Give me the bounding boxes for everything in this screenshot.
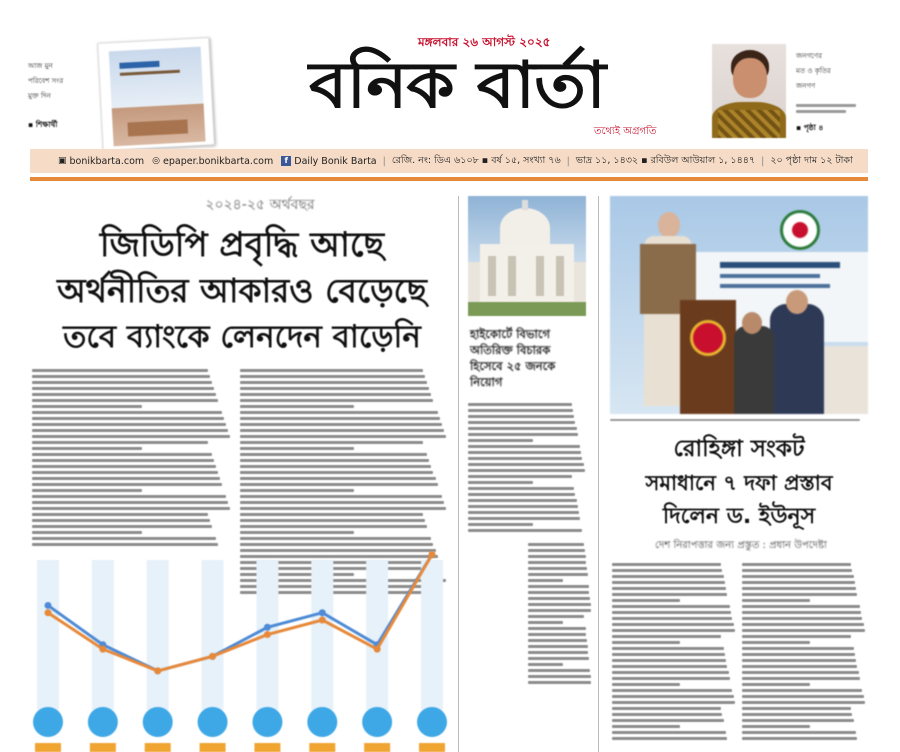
body-text-line <box>468 463 584 466</box>
chart-point <box>264 624 271 631</box>
body-text-line <box>612 611 731 614</box>
chart-category-tile <box>200 743 226 752</box>
body-text-line <box>468 505 578 508</box>
hijri-date: ভাদ্র ১১, ১৪৩২ ▪ রবিউল আউয়াল ১, ১৪৪৭ <box>575 154 756 166</box>
body-text-line <box>612 605 730 608</box>
chart-value-bubble <box>307 707 337 737</box>
left-teaser[interactable] <box>28 60 98 132</box>
tagline: তথ্যেই অগ্রগতি <box>594 126 657 137</box>
body-text-line <box>742 665 857 668</box>
body-text-line <box>240 477 436 480</box>
column-divider <box>598 196 599 752</box>
lead-body-col-1 <box>32 366 232 549</box>
chart-category-tile <box>254 743 280 752</box>
chart-point <box>264 631 271 638</box>
body-text-line <box>612 725 680 728</box>
photo-headline-line-1: রোহিঙ্গা সংকট <box>673 436 805 462</box>
newspaper-logo[interactable]: বনিক বার্তা <box>309 49 605 123</box>
body-text-line <box>32 471 218 474</box>
side-story-body-2 <box>528 540 592 687</box>
body-text-line <box>32 531 142 534</box>
body-text-line <box>612 575 724 578</box>
body-text-line <box>32 423 226 426</box>
right-teaser-line-2: মত ও কৃতির <box>796 67 831 75</box>
body-text-line <box>32 501 228 504</box>
body-text-line <box>742 593 857 596</box>
body-text-line <box>240 525 427 528</box>
body-text-line <box>528 651 588 654</box>
chart-value-bubble <box>143 707 173 737</box>
body-text-line <box>528 669 590 672</box>
body-text-line <box>612 629 735 632</box>
body-text-line <box>240 405 354 408</box>
body-text-line <box>240 507 446 510</box>
body-text-line <box>612 689 732 692</box>
body-text-line <box>32 513 208 516</box>
body-text-line <box>240 447 354 450</box>
body-text-line <box>528 645 588 648</box>
body-text-line <box>742 611 861 614</box>
body-text-line <box>612 719 724 722</box>
body-text-line <box>742 635 851 638</box>
photo-headline-line-2: সমাধানে ৭ দফা প্রস্তাব <box>645 471 833 495</box>
body-text-line <box>612 617 732 620</box>
body-text-line <box>612 647 724 650</box>
chart-value-bubble <box>33 707 63 737</box>
body-text-line <box>612 695 734 698</box>
body-text-line <box>528 681 591 684</box>
body-text-line <box>528 621 563 624</box>
price-info: ২০ পৃষ্ঠা দাম ১২ টাকা <box>770 154 853 166</box>
issue-date: মঙ্গলবার ২৬ আগস্ট ২০২৫ <box>418 35 551 49</box>
right-teaser-line-3: জনগণ <box>796 82 816 90</box>
epaper-icon: ◎ <box>152 156 160 166</box>
body-text-line <box>32 405 142 408</box>
body-text-line <box>468 469 585 472</box>
chart-category-tile <box>309 743 335 752</box>
body-text-line <box>32 435 230 438</box>
body-text-line <box>240 483 438 486</box>
body-text-line <box>468 421 575 424</box>
lead-chart <box>20 540 456 752</box>
body-text-line <box>240 429 444 432</box>
body-text-line <box>32 483 222 486</box>
body-text-line <box>32 507 230 510</box>
chart-value-bubble <box>417 707 447 737</box>
body-text-line <box>528 639 587 642</box>
body-text-line <box>742 587 856 590</box>
body-text-line <box>468 433 578 436</box>
chart-column-bg <box>92 560 114 710</box>
body-text-line <box>468 403 572 406</box>
masthead <box>0 0 900 150</box>
facebook-icon: f <box>281 156 291 166</box>
chart-point <box>99 646 106 653</box>
body-text-line <box>742 695 864 698</box>
body-text-line <box>612 581 725 584</box>
body-text-line <box>32 495 226 498</box>
registration-info: রেজি. নং: ডিএ ৬১০৮ ▪ বর্ষ ১৫, সংখ্যা ৭৬ <box>391 154 561 166</box>
chart-category-tile <box>35 743 61 752</box>
body-text-line <box>32 519 210 522</box>
web-icon: ▣ <box>58 156 67 166</box>
left-teaser-line-3: মুক্ত দিন <box>28 92 51 100</box>
left-teaser-line-1: আজ মুন <box>28 62 53 70</box>
body-text-line <box>528 663 563 666</box>
chart-point <box>429 551 436 558</box>
body-text-line <box>240 375 425 378</box>
right-teaser-portrait[interactable] <box>712 44 786 138</box>
body-text-line <box>32 441 208 444</box>
photo-story-image[interactable] <box>610 196 868 414</box>
chart-value-bubble <box>88 707 118 737</box>
body-text-line <box>32 465 216 468</box>
lead-headline-line-1: জিডিপি প্রবৃদ্ধি আছে <box>99 225 385 265</box>
body-text-line <box>240 441 423 444</box>
chart-column-bg <box>311 560 333 710</box>
chart-point <box>319 617 326 624</box>
body-text-line <box>528 597 590 600</box>
body-text-line <box>742 605 860 608</box>
body-text-line <box>742 599 810 602</box>
body-text-line <box>32 477 220 480</box>
body-text-line <box>528 561 586 564</box>
body-text-line <box>240 531 354 534</box>
body-text-line <box>32 381 212 384</box>
body-text-line <box>32 489 142 492</box>
body-text-line <box>742 671 859 674</box>
website-link[interactable]: bonikbarta.com <box>69 155 145 167</box>
body-text-line <box>240 435 446 438</box>
chart-column-bg <box>421 560 443 710</box>
body-text-line <box>612 737 727 740</box>
body-text-line <box>742 683 810 686</box>
right-teaser-line-1: জনগণের <box>796 52 822 60</box>
body-text-line <box>742 719 854 722</box>
body-text-line <box>528 675 591 678</box>
body-text-line <box>240 459 429 462</box>
left-teaser-line-2: পরিবেশ সংর <box>28 77 64 85</box>
body-text-line <box>468 409 573 412</box>
chart-column-bg <box>202 560 224 710</box>
body-text-line <box>528 627 586 630</box>
body-text-line <box>612 599 680 602</box>
body-text-line <box>742 569 852 572</box>
body-text-line <box>612 665 727 668</box>
body-text-line <box>240 489 354 492</box>
body-text-line <box>468 439 533 442</box>
chart-point <box>45 602 52 609</box>
body-text-line <box>240 465 431 468</box>
body-text-line <box>612 569 722 572</box>
body-text-line <box>742 647 854 650</box>
body-text-line <box>528 573 588 576</box>
body-text-line <box>32 411 222 414</box>
body-text-line <box>468 523 533 526</box>
body-text-line <box>742 713 852 716</box>
chart-category-tile <box>419 743 445 752</box>
chart-column-bg <box>37 560 59 710</box>
body-text-line <box>612 677 730 680</box>
body-text-line <box>612 707 721 710</box>
body-text-line <box>528 603 591 606</box>
body-text-line <box>32 387 214 390</box>
chart-point <box>374 646 381 653</box>
body-text-line <box>612 563 721 566</box>
body-text-line <box>528 585 589 588</box>
body-text-line <box>612 731 726 734</box>
body-text-line <box>742 641 810 644</box>
body-text-line <box>528 555 586 558</box>
photo-story-subhead: দেশ নিরাপত্তার জন্য প্রস্তুত : প্রধান উপদেষ্টা <box>655 540 827 551</box>
photo-story-body-col-1 <box>612 560 736 743</box>
body-text-line <box>240 387 429 390</box>
left-teaser-image[interactable] <box>97 37 214 151</box>
body-text-line <box>612 635 721 638</box>
side-story-body <box>468 400 586 535</box>
chart-point <box>319 609 326 616</box>
body-text-line <box>240 399 433 402</box>
chart-column-bg <box>147 560 169 710</box>
info-bar-rule <box>30 177 868 181</box>
body-text-line <box>612 701 735 704</box>
body-text-line <box>240 381 427 384</box>
body-text-line <box>240 411 438 414</box>
body-text-line <box>528 543 584 546</box>
lead-headline-line-2: অর্থনীতির আকারও বেড়েছে <box>57 271 427 310</box>
chart-value-bubble <box>252 707 282 737</box>
side-story-photo[interactable] <box>468 196 586 316</box>
body-text-line <box>468 481 533 484</box>
body-text-line <box>742 617 862 620</box>
divider: | <box>382 155 386 167</box>
body-text-line <box>468 499 577 502</box>
column-divider <box>458 196 459 752</box>
photo-story-headline[interactable] <box>606 432 872 534</box>
info-bar <box>30 149 868 173</box>
body-text-line <box>32 525 212 528</box>
body-text-line <box>742 689 862 692</box>
chart-category-tile <box>145 743 171 752</box>
body-text-line <box>32 399 218 402</box>
photo-headline-line-3: দিলেন ড. ইউনূস <box>662 504 816 529</box>
body-text-line <box>240 513 423 516</box>
body-text-line <box>612 659 726 662</box>
chart-point <box>209 653 216 660</box>
right-teaser[interactable] <box>796 50 876 135</box>
body-text-line <box>468 511 579 514</box>
body-text-line <box>468 493 575 496</box>
body-text-line <box>32 453 212 456</box>
body-text-line <box>612 653 725 656</box>
body-text-line <box>468 517 580 520</box>
body-text-line <box>468 445 580 448</box>
chart-point <box>45 609 52 616</box>
body-text-line <box>468 529 582 532</box>
body-text-line <box>612 713 722 716</box>
photo-story-body-col-2 <box>742 560 866 743</box>
body-text-line <box>742 575 854 578</box>
body-text-line <box>32 417 224 420</box>
body-text-line <box>742 629 865 632</box>
body-text-line <box>612 587 726 590</box>
lead-kicker: ২০২৪-২৫ অর্থবছর <box>205 197 315 213</box>
chart-value-bubble <box>198 707 228 737</box>
body-text-line <box>742 623 864 626</box>
body-text-line <box>240 519 425 522</box>
chart-point <box>154 667 161 674</box>
body-text-line <box>240 417 440 420</box>
body-text-line <box>32 429 228 432</box>
body-text-line <box>612 593 727 596</box>
body-text-line <box>612 623 734 626</box>
body-text-line <box>742 677 860 680</box>
body-text-line <box>612 671 729 674</box>
facebook-link[interactable]: Daily Bonik Barta <box>294 155 377 167</box>
left-teaser-ref: ▪ শিক্ষার্থী <box>28 120 58 129</box>
body-text-line <box>528 615 584 618</box>
body-text-line <box>240 501 444 504</box>
body-text-line <box>742 563 851 566</box>
divider: | <box>761 155 765 167</box>
body-text-line <box>32 375 210 378</box>
body-text-line <box>240 453 427 456</box>
body-text-line <box>468 475 572 478</box>
body-text-line <box>528 657 589 660</box>
body-text-line <box>240 423 442 426</box>
body-text-line <box>468 415 574 418</box>
body-text-line <box>32 393 216 396</box>
body-text-line <box>468 427 577 430</box>
body-text-line <box>32 459 214 462</box>
chart-category-tile <box>90 743 116 752</box>
body-text-line <box>742 653 855 656</box>
lead-headline-line-3: তবে ব্যাংকে লেনদেন বাড়েনি <box>63 319 421 355</box>
body-text-line <box>612 641 680 644</box>
body-text-line <box>528 567 587 570</box>
epaper-link[interactable]: epaper.bonikbarta.com <box>163 155 274 167</box>
body-text-line <box>742 707 851 710</box>
lead-headline[interactable] <box>28 222 456 360</box>
body-text-line <box>742 659 856 662</box>
body-text-line <box>528 579 563 582</box>
body-text-line <box>240 471 433 474</box>
body-text-line <box>528 549 585 552</box>
side-story-headline[interactable]: হাইকোর্টে বিভাগে অতিরিক্ত বিচারক হিসেবে ২৫ জনকে নিয়োগ <box>470 327 556 389</box>
body-text-line <box>742 725 810 728</box>
chart-value-bubble <box>362 707 392 737</box>
body-text-line <box>528 633 586 636</box>
body-text-line <box>240 369 423 372</box>
body-text-line <box>468 457 582 460</box>
body-text-line <box>612 683 680 686</box>
chart-category-tile <box>364 743 390 752</box>
body-text-line <box>240 393 431 396</box>
right-teaser-ref: ▪ পৃষ্ঠা ৪ <box>796 123 824 132</box>
body-text-line <box>742 737 857 740</box>
body-text-line <box>468 487 574 490</box>
body-text-line <box>32 369 208 372</box>
body-text-line <box>742 581 855 584</box>
divider: | <box>566 155 570 167</box>
body-text-line <box>528 609 591 612</box>
body-text-line <box>468 451 581 454</box>
body-text-line <box>742 701 865 704</box>
body-text-line <box>742 731 856 734</box>
body-text-line <box>32 447 142 450</box>
body-text-line <box>240 495 442 498</box>
photo-caption <box>610 416 868 424</box>
body-text-line <box>528 591 589 594</box>
